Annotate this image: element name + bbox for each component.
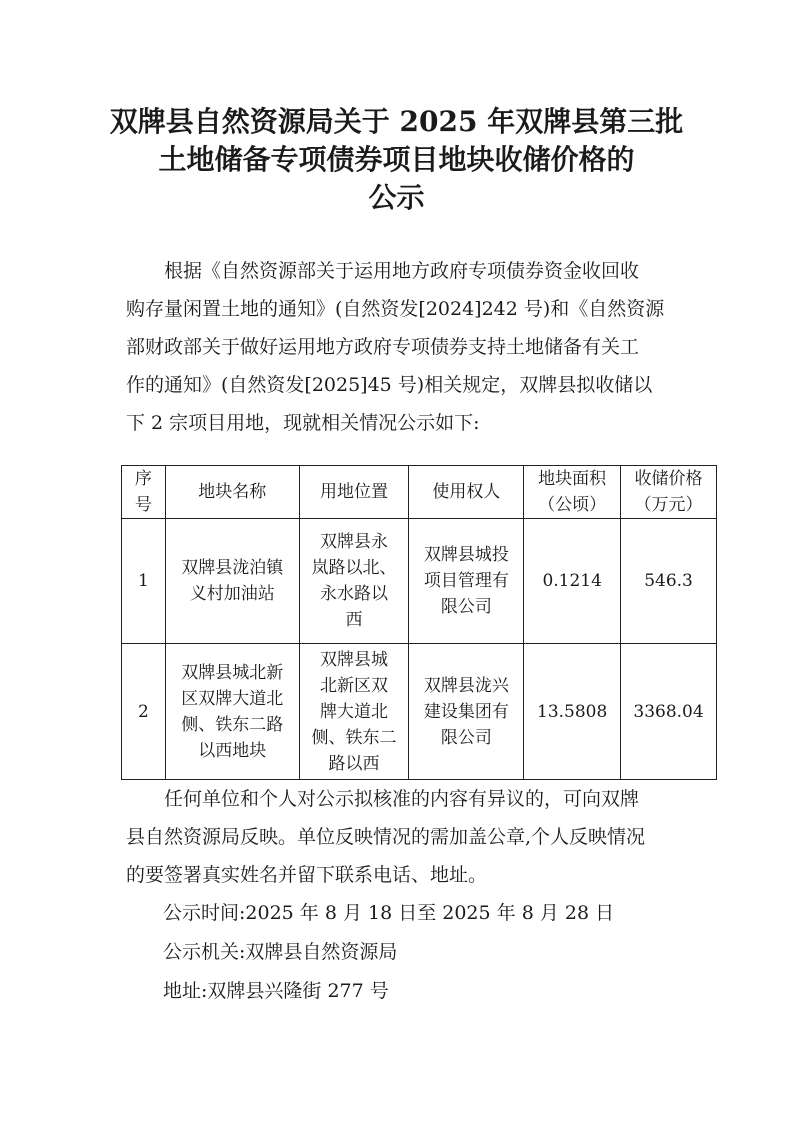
intro-line-3: 部财政部关于做好运用地方政府专项债券支持土地储备有关工 xyxy=(126,336,640,358)
header-owner: 使用权人 xyxy=(409,466,524,519)
row-area: 13.5808 xyxy=(524,644,621,780)
closing-paragraph xyxy=(126,780,706,894)
header-location: 用地位置 xyxy=(299,466,409,519)
title-line-2: 土地储备专项债券项目地块收储价格的 xyxy=(158,143,635,176)
notice-time: 公示时间:2025 年 8 月 18 日至 2025 年 8 月 28 日 xyxy=(163,902,615,924)
row-location: 双牌县城 北新区双 牌大道北 侧、铁东二 路以西 xyxy=(299,644,409,780)
intro-line-1: 根据《自然资源部关于运用地方政府专项债券资金收回收 xyxy=(164,260,640,282)
row-seq: 2 xyxy=(122,644,166,780)
closing-line-3: 的要签署真实姓名并留下联系电话、地址。 xyxy=(126,864,488,886)
table-header-row xyxy=(122,466,717,519)
header-seq: 序 号 xyxy=(122,466,166,519)
table-row xyxy=(122,519,717,644)
row-owner: 双牌县城投 项目管理有 限公司 xyxy=(409,519,524,644)
notice-org: 公示机关:双牌县自然资源局 xyxy=(163,941,398,963)
closing-line-1: 任何单位和个人对公示拟核准的内容有异议的，可向双牌 xyxy=(164,788,640,810)
table-row xyxy=(122,644,717,780)
document-title xyxy=(0,103,793,217)
row-name: 双牌县泷泊镇 义村加油站 xyxy=(165,519,299,644)
intro-paragraph xyxy=(126,252,706,442)
row-location: 双牌县永 岚路以北、 永水路以 西 xyxy=(299,519,409,644)
header-name: 地块名称 xyxy=(165,466,299,519)
row-owner: 双牌县泷兴 建设集团有 限公司 xyxy=(409,644,524,780)
header-price: 收储价格 （万元） xyxy=(621,466,717,519)
row-price: 546.3 xyxy=(621,519,717,644)
intro-line-4: 作的通知》(自然资发[2025]45 号)相关规定，双牌县拟收储以 xyxy=(126,374,653,396)
notice-address: 地址:双牌县兴隆街 277 号 xyxy=(163,980,389,1002)
header-area: 地块面积 （公顷） xyxy=(524,466,621,519)
row-seq: 1 xyxy=(122,519,166,644)
row-price: 3368.04 xyxy=(621,644,717,780)
row-area: 0.1214 xyxy=(524,519,621,644)
title-line-3: 公示 xyxy=(368,181,425,214)
title-line-1: 双牌县自然资源局关于 2025 年双牌县第三批 xyxy=(109,105,684,138)
row-name: 双牌县城北新 区双牌大道北 侧、铁东二路 以西地块 xyxy=(165,644,299,780)
intro-line-2: 购存量闲置土地的通知》(自然资发[2024]242 号)和《自然资源 xyxy=(126,298,665,320)
intro-line-5: 下 2 宗项目用地，现就相关情况公示如下: xyxy=(126,412,480,434)
closing-line-2: 县自然资源局反映。单位反映情况的需加盖公章,个人反映情况 xyxy=(126,826,646,848)
land-table xyxy=(121,465,717,780)
